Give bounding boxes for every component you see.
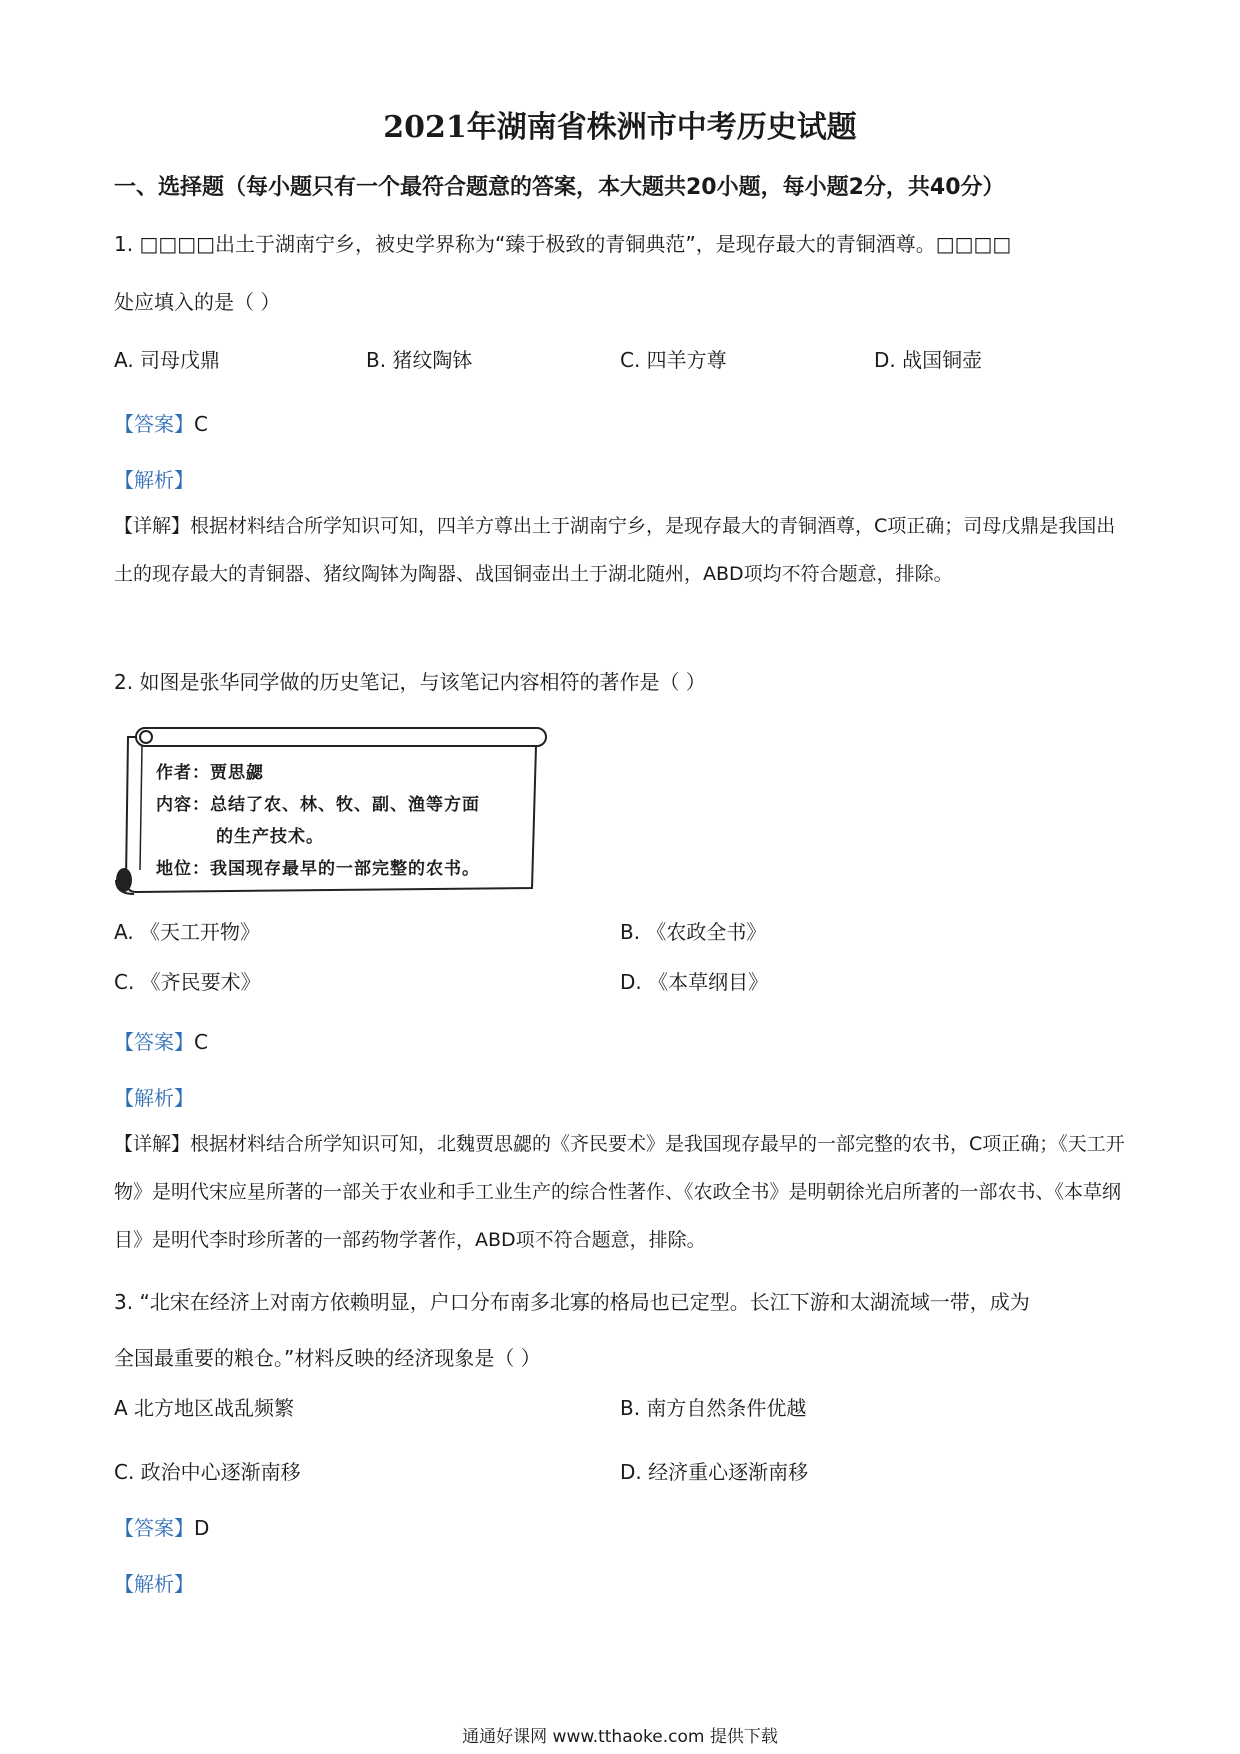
note-content-value: 总结了农、林、牧、副、渔等方面 (210, 795, 480, 815)
q1-stem-line1: 1. □□□□出土于湖南宁乡，被史学界称为“臻于极致的青铜典范”，是现存最大的青铜酒尊。□□□□ (114, 232, 1012, 256)
q3-option-d: D. 经济重心逐渐南移 (620, 1460, 809, 1484)
q1-answer (114, 408, 208, 437)
q3-stem-line2: 全国最重要的粮仓。”材料反映的经济现象是（ ） (114, 1346, 541, 1370)
note-author-value: 贾思勰 (210, 763, 264, 783)
q2-analysis-tag: 【解析】 (114, 1086, 194, 1110)
note-content-line (156, 790, 480, 815)
note-author-line (156, 758, 264, 783)
note-status-value: 我国现存最早的一部完整的农书。 (210, 859, 480, 879)
q3-analysis-tag: 【解析】 (114, 1572, 194, 1596)
q3-answer-value: D (194, 1516, 210, 1540)
q1-option-d: D. 战国铜壶 (874, 348, 983, 372)
q3-option-a: A 北方地区战乱频繁 (114, 1396, 295, 1420)
q1-answer-value: C (194, 412, 208, 436)
note-scroll (112, 720, 552, 900)
q1-stem-line2: 处应填入的是（ ） (114, 290, 281, 314)
q2-stem: 2. 如图是张华同学做的历史笔记，与该笔记内容相符的著作是（ ） (114, 670, 706, 694)
q1-option-a: A. 司母戊鼎 (114, 348, 221, 372)
answer-tag: 【答案】 (114, 1030, 194, 1054)
q2-detail: 【详解】根据材料结合所学知识可知，北魏贾思勰的《齐民要术》是我国现存最早的一部完整的农书，C项正确；《天工开物》是明代宋应星所著的一部关于农业和手工业生产的综合性著作、《农政全书》是明朝徐光启所著的一部农书、《本草纲目》是明代李时珍所著的一部药物学著作，ABD项不符合题意，排除。 (114, 1133, 1125, 1251)
q2-option-c: C. 《齐民要术》 (114, 970, 261, 994)
q3-answer (114, 1512, 209, 1541)
q2-option-d: D. 《本草纲目》 (620, 970, 769, 994)
page-footer: 通通好课网 www.tthaoke.com 提供下载 (462, 1727, 778, 1747)
note-status-label: 地位： (156, 859, 210, 879)
answer-tag: 【答案】 (114, 1516, 194, 1540)
note-content-label: 内容： (156, 795, 210, 815)
q1-analysis-tag: 【解析】 (114, 468, 194, 492)
q1-detail: 【详解】根据材料结合所学知识可知，四羊方尊出土于湖南宁乡，是现存最大的青铜酒尊，C项正确；司母戊鼎是我国出土的现存最大的青铜器、猪纹陶钵为陶器、战国铜壶出土于湖北随州，ABD项均不符合题意，排除。 (114, 515, 1116, 585)
q1-option-c: C. 四羊方尊 (620, 348, 727, 372)
q2-option-b: B. 《农政全书》 (620, 920, 767, 944)
q3-option-c: C. 政治中心逐渐南移 (114, 1460, 301, 1484)
section-header: 一、选择题（每小题只有一个最符合题意的答案，本大题共20小题，每小题2分，共40分） (114, 175, 1005, 200)
answer-tag: 【答案】 (114, 412, 194, 436)
q3-stem-line1: 3. “北宋在经济上对南方依赖明显，户口分布南多北寡的格局也已定型。长江下游和太湖流域一带，成为 (114, 1290, 1030, 1314)
note-content-line2: 的生产技术。 (216, 827, 324, 847)
note-status-line (156, 854, 480, 879)
note-author-label: 作者： (156, 763, 210, 783)
q3-option-b: B. 南方自然条件优越 (620, 1396, 807, 1420)
q2-option-a: A. 《天工开物》 (114, 920, 261, 944)
q2-answer-value: C (194, 1030, 208, 1054)
page-title: 2021年湖南省株洲市中考历史试题 (383, 110, 857, 145)
q2-answer (114, 1026, 208, 1055)
q1-option-b: B. 猪纹陶钵 (366, 348, 473, 372)
